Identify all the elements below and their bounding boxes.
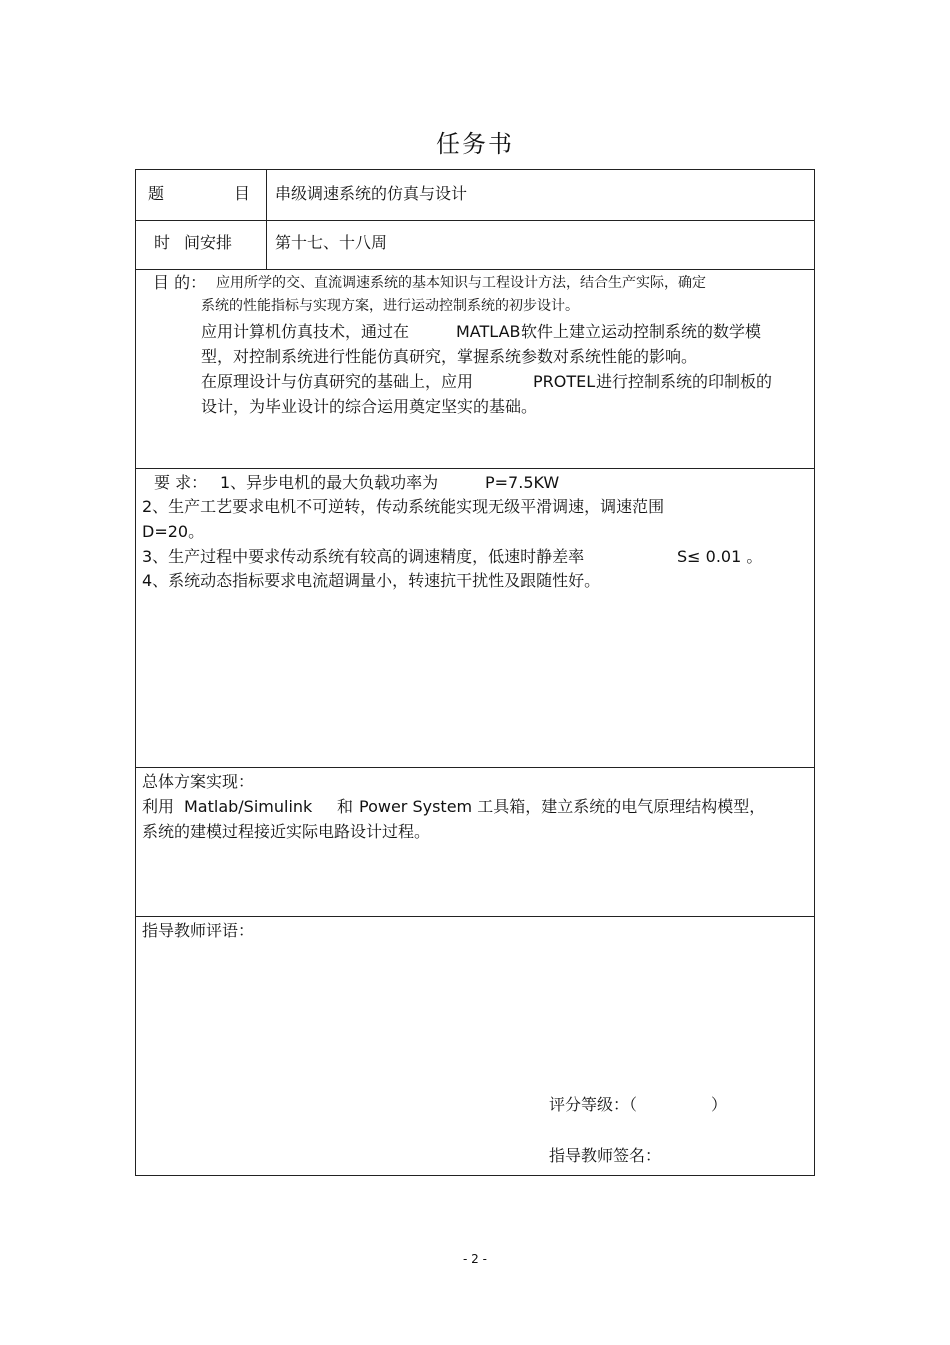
topic-value: 串级调速系统的仿真与设计	[275, 184, 468, 203]
column-divider	[266, 170, 267, 269]
plan-line: 和	[337, 797, 354, 816]
row-divider	[136, 468, 814, 469]
purpose-line: 应用所学的交、直流调速系统的基本知识与工程设计方法，结合生产实际，确定	[216, 275, 706, 291]
purpose-term: PROTEL	[533, 372, 596, 391]
grade-close: ）	[711, 1095, 728, 1114]
topic-label-a: 题	[148, 184, 165, 203]
row-divider	[136, 767, 814, 768]
plan-term: Matlab/Simulink	[184, 797, 313, 816]
plan-line: Power System 工具箱，建立系统的电气原理结构模型，	[359, 797, 766, 816]
purpose-line: 软件上建立运动控制系统的数学模	[521, 322, 762, 341]
purpose-line: 设计，为毕业设计的综合运用奠定坚实的基础。	[201, 397, 538, 416]
plan-line: 利用	[142, 797, 175, 816]
requirements-label: 要 求：	[154, 473, 208, 492]
purpose-line: 应用计算机仿真技术，通过在	[201, 322, 410, 341]
plan-line: 系统的建模过程接近实际电路设计过程。	[142, 822, 431, 841]
plan-label: 总体方案实现：	[142, 772, 255, 791]
requirement-line: 3、生产过程中要求传动系统有较高的调速精度，低速时静差率	[142, 547, 585, 566]
grade-label: 评分等级：（	[549, 1095, 638, 1114]
task-table	[135, 169, 815, 1176]
purpose-term: MATLAB	[456, 322, 521, 341]
schedule-label-a: 时	[154, 233, 171, 252]
requirement-line: 1、异步电机的最大负载功率为	[220, 473, 439, 492]
row-divider	[136, 220, 814, 221]
purpose-line: 系统的性能指标与实现方案，进行运动控制系统的初步设计。	[201, 298, 579, 314]
requirement-line: 2、生产工艺要求电机不可逆转，传动系统能实现无级平滑调速，调速范围	[142, 497, 665, 516]
row-divider	[136, 269, 814, 270]
signature-label: 指导教师签名：	[549, 1146, 662, 1165]
purpose-line: 型，对控制系统进行性能仿真研究，掌握系统参数对系统性能的影响。	[201, 347, 698, 366]
requirement-value: S≤ 0.01 。	[677, 547, 763, 566]
purpose-line: 进行控制系统的印制板的	[596, 372, 773, 391]
page-title: 任务书	[436, 130, 514, 158]
topic-label-b: 目	[234, 184, 251, 203]
schedule-value: 第十七、十八周	[275, 233, 388, 252]
requirement-value: P=7.5KW	[485, 473, 560, 492]
requirement-line: D=20。	[142, 522, 205, 541]
schedule-label-b: 间安排	[184, 233, 233, 252]
requirement-line: 4、系统动态指标要求电流超调量小，转速抗干扰性及跟随性好。	[142, 571, 601, 590]
page-number: - 2 -	[463, 1252, 487, 1266]
comments-label: 指导教师评语：	[142, 921, 255, 940]
row-divider	[136, 916, 814, 917]
purpose-line: 在原理设计与仿真研究的基础上，应用	[201, 372, 474, 391]
purpose-label: 目 的：	[153, 273, 207, 292]
